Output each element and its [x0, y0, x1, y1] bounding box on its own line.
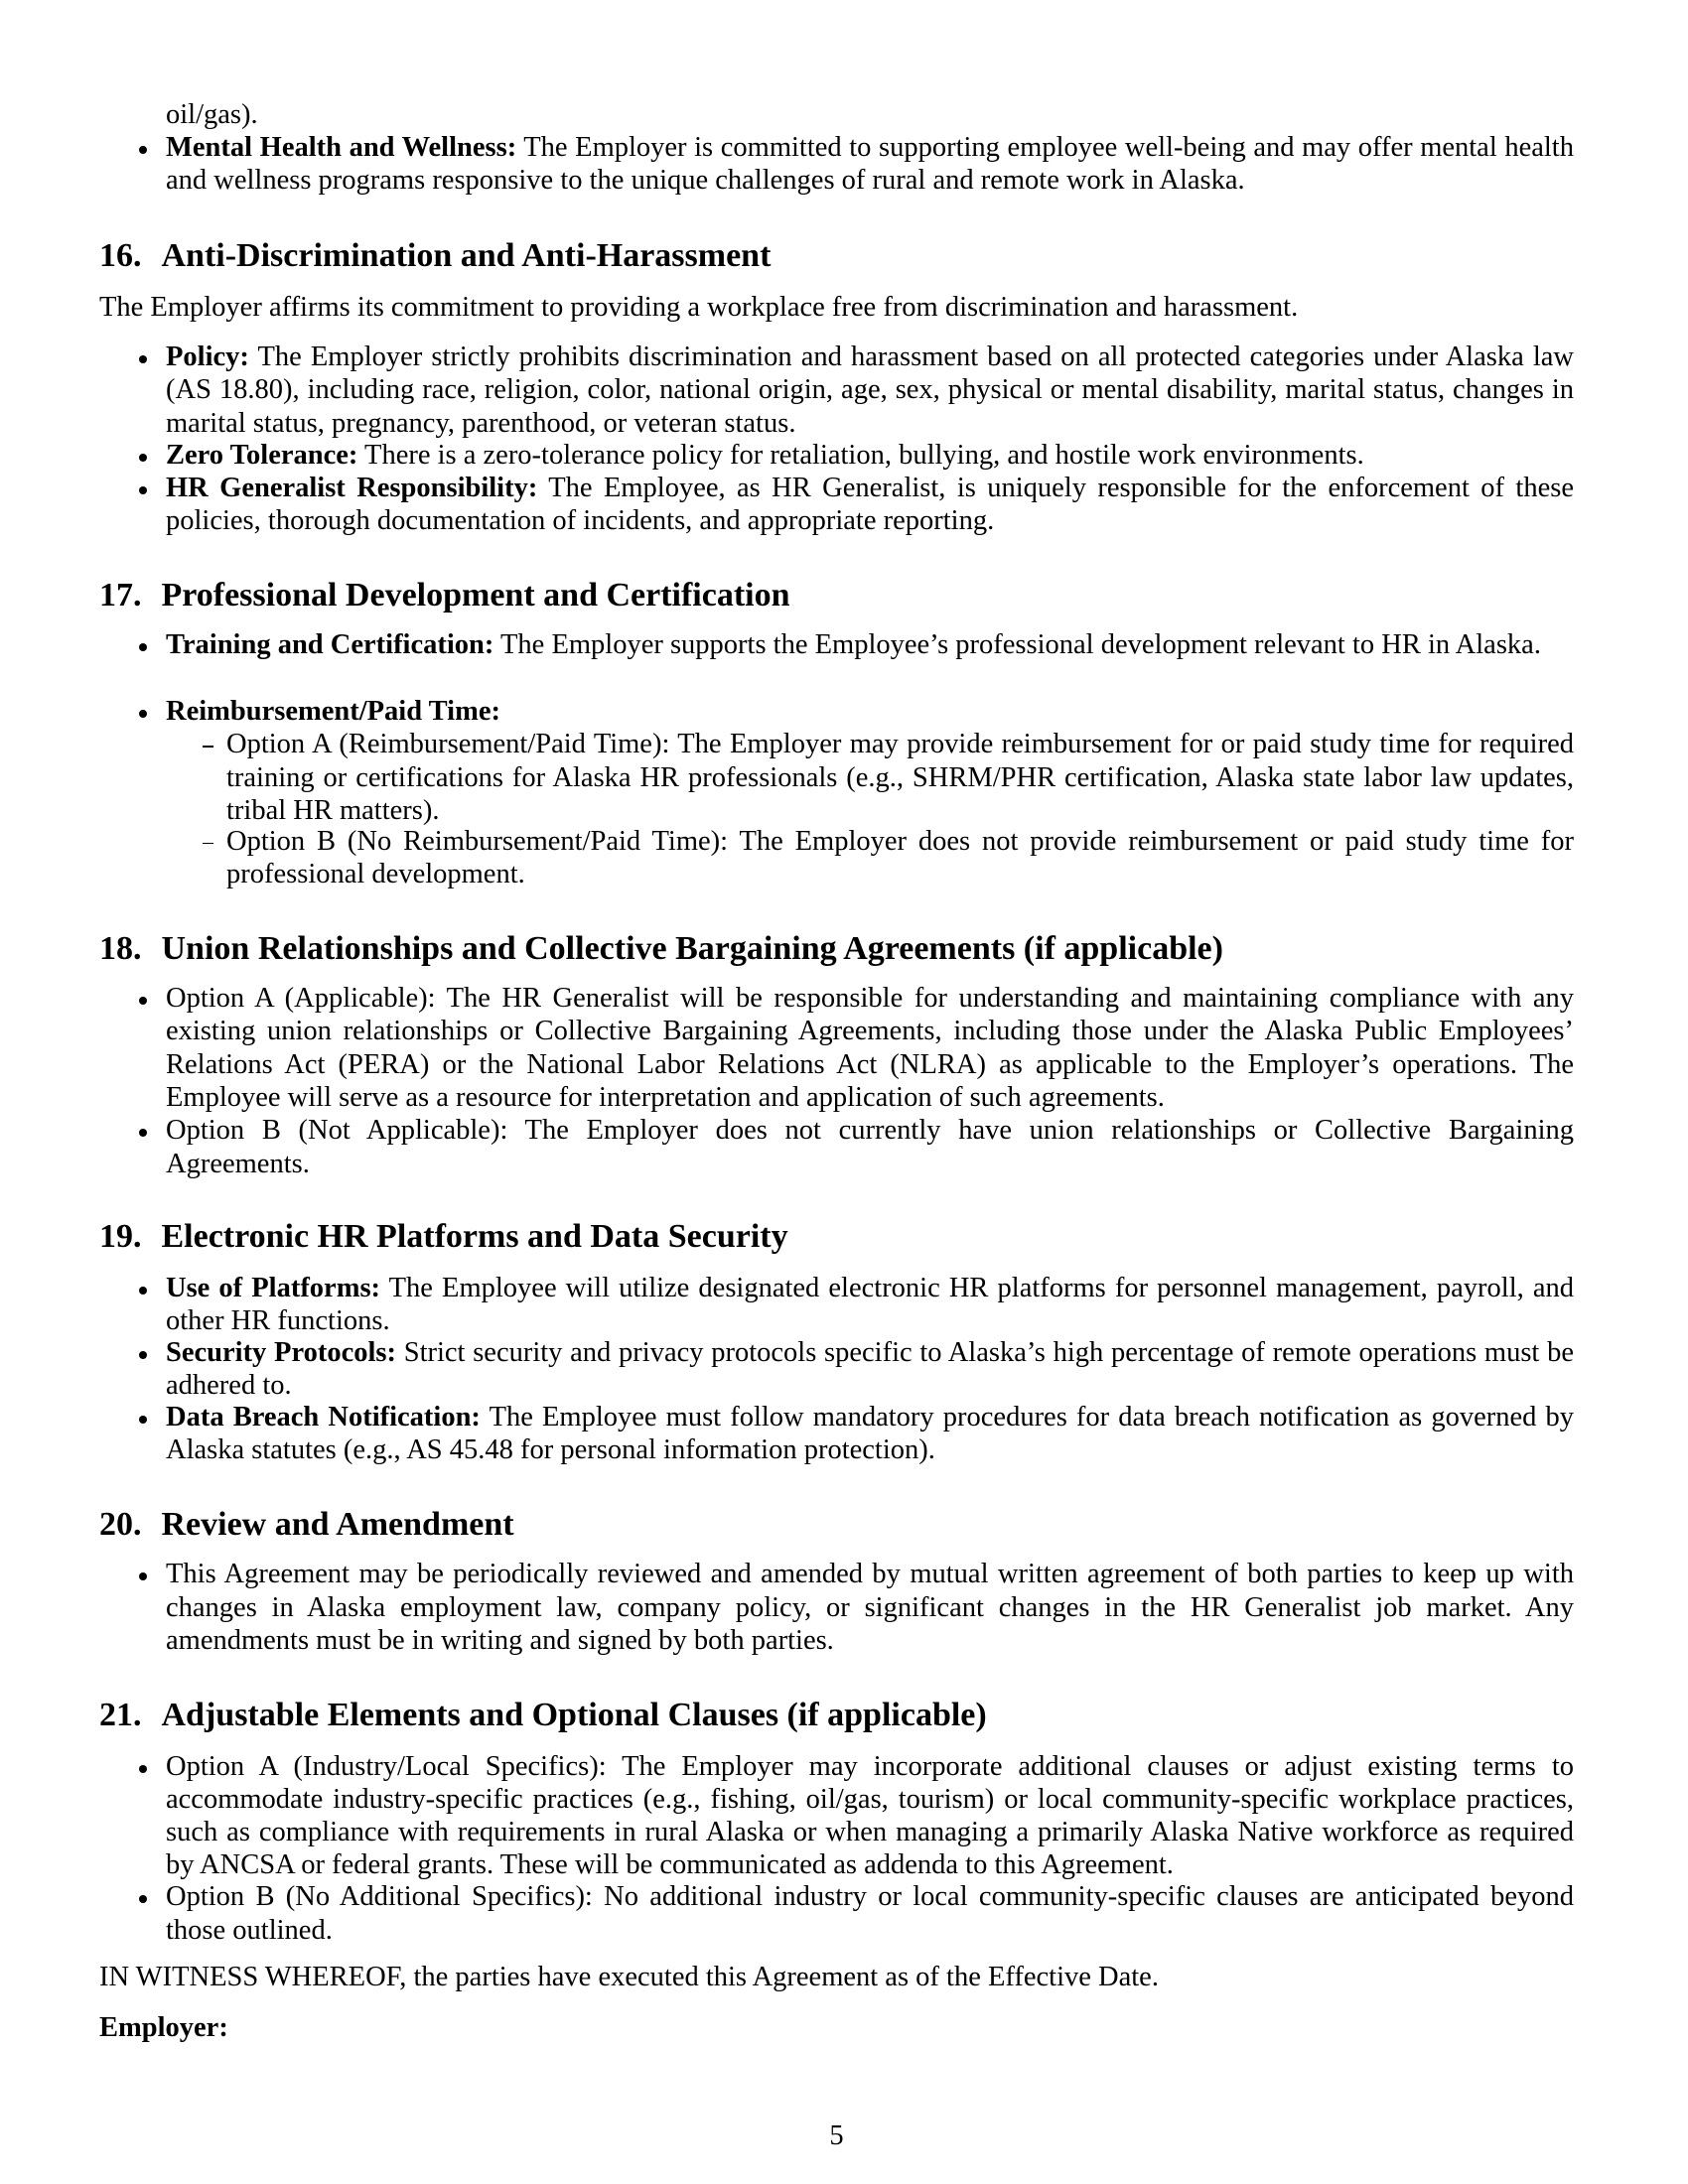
section-18-heading: [99, 929, 1574, 969]
list-item-use-of-platforms: [166, 1272, 1574, 1338]
section-title: Adjustable Elements and Optional Clauses (if applicable): [161, 1696, 987, 1733]
item-label: Reimbursement/Paid Time:: [166, 696, 500, 727]
item-label: HR Generalist Responsibility:: [166, 473, 538, 503]
bullet-icon: [139, 454, 147, 462]
bullet-icon: [139, 355, 147, 363]
item-text: The Employer is committed to supporting employee well-being and may offer mental health and wellness programs responsive to the unique challenges of rural and remote work in Alaska.: [166, 132, 1574, 197]
item-label: Use of Platforms:: [166, 1272, 381, 1303]
list-item-mental-health: [166, 131, 1574, 198]
section-number: 19.: [99, 1217, 142, 1255]
item-text: The Employee must follow mandatory procedures for data breach notification as governed by Alaska statutes (e.g., AS 45.48 for personal information protection).: [166, 1402, 1575, 1466]
item-label: Data Breach Notification:: [166, 1402, 481, 1433]
section-number: 21.: [99, 1696, 142, 1733]
item-text: Option A (Industry/Local Specifics): The Employer may incorporate additional clauses or adjust existing terms to accommodate industry-specific practices (e.g., fishing, oil/gas, tourism) or local community-specific workplace practices, such as compliance with requirements in rural Alaska or when managing a primarily Alaska Native workforce as required by ANCSA or federal grants. These will be communicated as addenda to this Agreement.: [166, 1750, 1574, 1881]
item-label: Security Protocols:: [166, 1336, 396, 1368]
bullet-icon: [139, 997, 147, 1005]
item-text: There is a zero-tolerance policy for retaliation, bullying, and hostile work environments.: [364, 439, 1364, 471]
section-number: 20.: [99, 1506, 142, 1544]
employer-label: Employer:: [99, 2012, 228, 2044]
bullet-icon: [139, 643, 147, 651]
item-text: The Employee, as HR Generalist, is uniquely responsible for the enforcement of these policies, thorough documentation of incidents, and appropriate reporting.: [166, 473, 1574, 537]
list-item-policy: [166, 341, 1574, 440]
item-text: This Agreement may be periodically reviewed and amended by mutual written agreement of both parties to keep up with changes in Alaska employment law, company policy, or significant changes in the HR Generalist job market. Any amendments must be in writing and signed by both parties.: [166, 1559, 1574, 1657]
list-item-data-breach-notification: [166, 1401, 1574, 1467]
item-label: Zero Tolerance:: [166, 439, 358, 471]
item-label: Training and Certification:: [166, 629, 494, 661]
signatory-label: [99, 2011, 1574, 2044]
bullet-icon: [139, 1129, 147, 1137]
sub-item-text: Option B (No Reimbursement/Paid Time): The Employer does not provide reimbursement or paid study time for professional development.: [226, 825, 1574, 889]
list-item-option-a-industry-local: [166, 1750, 1574, 1882]
item-text: The Employee will utilize designated electronic HR platforms for personnel management, payroll, and other HR functions.: [166, 1272, 1574, 1336]
bullet-icon: [139, 486, 147, 494]
list-item-security-protocols: [166, 1336, 1574, 1403]
list-item-zero-tolerance: [166, 439, 1574, 472]
item-text: The Employer strictly prohibits discrimination and harassment based on all protected categories under Alaska law (AS 18.80), including race, religion, color, national origin, age, sex, physical or mental disability, marital status, changes in marital status, pregnancy, parenthood, or veteran status.: [166, 341, 1574, 439]
section-title: Electronic HR Platforms and Data Security: [161, 1217, 788, 1255]
bullet-icon: [139, 146, 147, 154]
list-item-option-b-not-applicable: [166, 1114, 1574, 1180]
item-text: Strict security and privacy protocols specific to Alaska’s high percentage of remote operations must be adhered to.: [166, 1336, 1574, 1402]
bullet-icon: [139, 1572, 147, 1580]
item-text: The Employer supports the Employee’s professional development relevant to HR in Alaska.: [500, 629, 1541, 661]
section-16-heading: [99, 236, 1574, 276]
section-17-heading: [99, 576, 1574, 615]
page-number: 5: [829, 2119, 844, 2151]
section-title: Professional Development and Certification: [161, 577, 790, 614]
section-title: Anti-Discrimination and Anti-Harassment: [161, 237, 772, 275]
item-label: Mental Health and Wellness:: [166, 132, 517, 163]
list-item-training-certification: [166, 628, 1574, 661]
bullet-icon: [139, 1351, 147, 1359]
bullet-icon: [139, 1287, 147, 1295]
section-number: 17.: [99, 577, 142, 614]
bullet-icon: [139, 710, 147, 718]
item-text: Option B (Not Applicable): The Employer does not currently have union relationships or Collective Bargaining Agreements.: [166, 1115, 1574, 1179]
section-19-heading: [99, 1217, 1574, 1257]
list-item-reimbursement-paid-time: [166, 695, 1574, 728]
witness-statement: IN WITNESS WHEREOF, the parties have executed this Agreement as of the Effective Date.: [99, 1962, 1159, 1992]
list-item-option-b-no-additional: [166, 1880, 1574, 1947]
section-16-intro: The Employer affirms its commitment to providing a workplace free from discrimination and harassment.: [99, 292, 1299, 323]
dash-icon: [203, 843, 213, 845]
section-title: Review and Amendment: [161, 1506, 514, 1544]
list-item-review-amendment: [166, 1558, 1574, 1657]
sub-item-option-b: [226, 825, 1574, 891]
list-item-option-a-applicable: [166, 982, 1574, 1114]
bullet-icon: [139, 1895, 147, 1903]
bullet-icon: [139, 1416, 147, 1424]
section-title: Union Relationships and Collective Bargaining Agreements (if applicable): [161, 929, 1223, 967]
item-label: Policy:: [166, 341, 249, 372]
dash-icon: [203, 746, 213, 748]
sub-item-option-a: [226, 728, 1574, 827]
bullet-icon: [139, 1765, 147, 1773]
section-20-heading: [99, 1505, 1574, 1545]
item-text: Option A (Applicable): The HR Generalist will be responsible for understanding and maintaining compliance with any existing union relationships or Collective Bargaining Agreements, including those under the Alaska Public Employees’ Relations Act (PERA) or the National Labor Relations Act (NLRA) as applicable to the Employer’s operations. The Employee will serve as a resource for interpretation and application of such agreements.: [166, 982, 1574, 1113]
section-21-heading: [99, 1696, 1574, 1735]
sub-item-text: Option A (Reimbursement/Paid Time): The Employer may provide reimbursement for or paid study time for required training or certifications for Alaska HR professionals (e.g., SHRM/PHR certification, Alaska state labor law updates, tribal HR matters).: [226, 729, 1574, 826]
section-number: 18.: [99, 929, 142, 967]
carryover-text: oil/gas).: [166, 98, 258, 130]
section-number: 16.: [99, 237, 142, 275]
item-text: Option B (No Additional Specifics): No additional industry or local community-specific clauses are anticipated beyond those outlined.: [166, 1881, 1574, 1946]
list-item-hr-generalist-responsibility: [166, 472, 1574, 538]
